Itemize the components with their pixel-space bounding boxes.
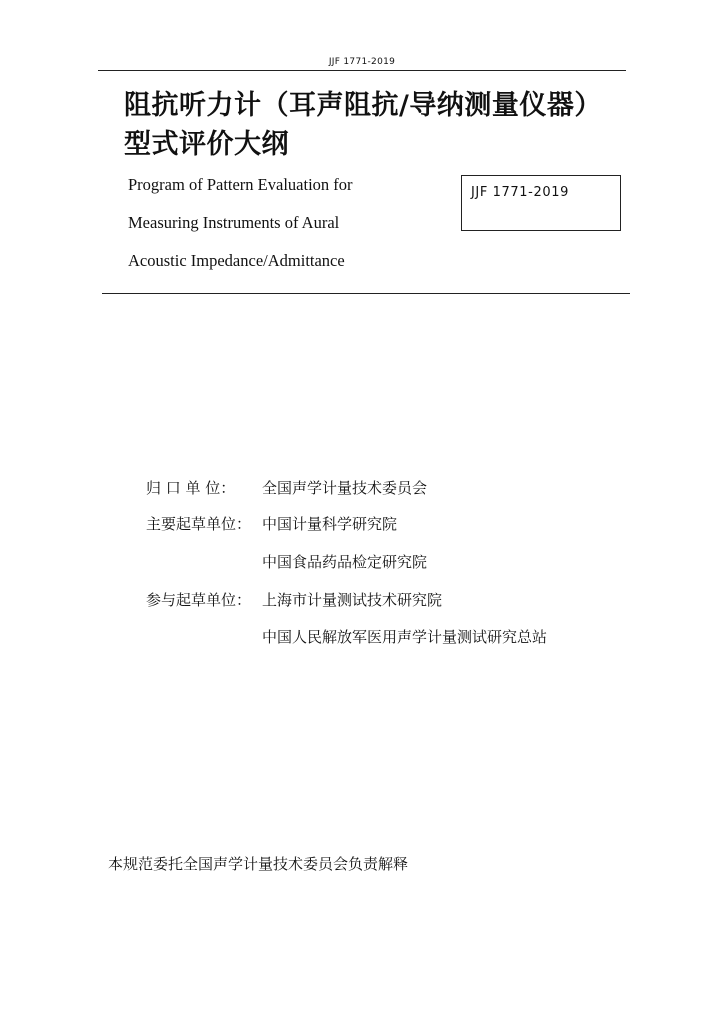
interpretation-note: 本规范委托全国声学计量技术委员会负责解释 — [108, 855, 409, 873]
standard-code: JJF 1771-2019 — [471, 185, 569, 200]
participating-drafting-unit: 上海市计量测试技术研究院 — [262, 591, 443, 609]
title-en-line-3: Acoustic Impedance/Admittance — [128, 251, 345, 270]
participating-drafting-unit: 中国人民解放军医用声学计量测试研究总站 — [262, 628, 548, 646]
title-en-line-1: Program of Pattern Evaluation for — [128, 175, 353, 194]
title-cn-line-2: 型式评价大纲 — [124, 129, 289, 160]
responsible-unit-label: 归 口 单 位： — [146, 479, 236, 497]
standard-code-box — [461, 175, 621, 231]
main-drafting-label: 主要起草单位： — [146, 515, 252, 533]
main-drafting-unit: 中国计量科学研究院 — [262, 515, 398, 533]
participating-drafting-label: 参与起草单位： — [146, 591, 252, 609]
top-divider — [98, 70, 626, 71]
responsible-unit-value: 全国声学计量技术委员会 — [262, 479, 428, 497]
mid-divider — [102, 293, 630, 294]
title-en-line-2: Measuring Instruments of Aural — [128, 213, 340, 232]
header-code: JJF 1771-2019 — [328, 57, 396, 67]
title-cn-line-1: 阻抗听力计（耳声阻抗/导纳测量仪器） — [124, 90, 602, 121]
main-drafting-unit: 中国食品药品检定研究院 — [262, 553, 428, 571]
